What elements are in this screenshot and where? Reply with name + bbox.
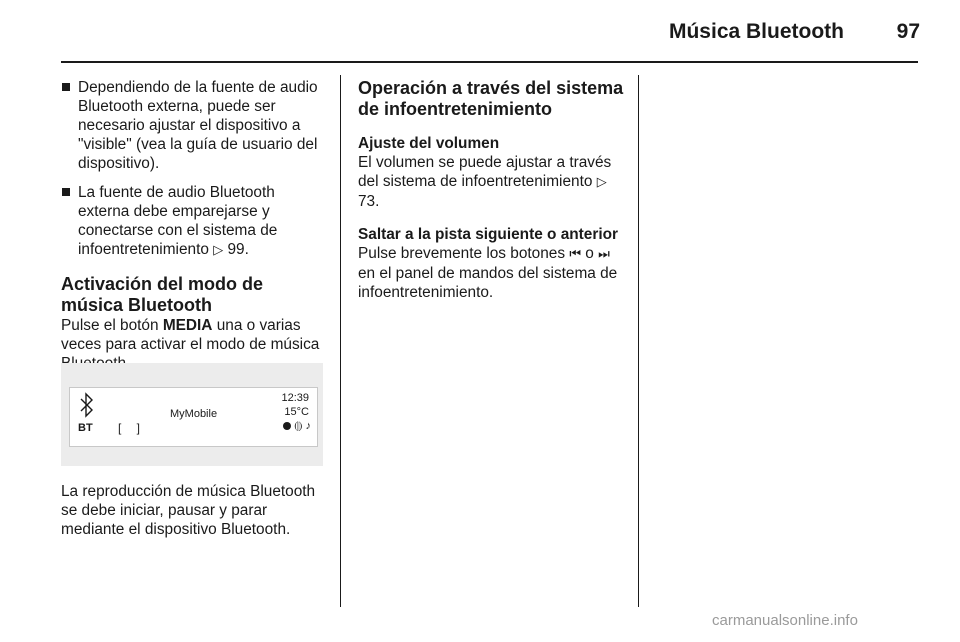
skip-subheading: Saltar a la pista siguiente o anterior (358, 226, 619, 243)
display-screen (69, 387, 318, 447)
volume-text: El volumen se puede ajustar a través del sistema de infoentretenimiento (358, 154, 612, 190)
ref-arrow-icon: ▷ (213, 243, 224, 258)
previous-track-icon: ⏮ (569, 247, 582, 262)
status-icons (283, 420, 311, 433)
column-divider-left (340, 75, 341, 607)
bullet-item (61, 78, 325, 173)
skip-paragraph (358, 244, 628, 302)
watermark: carmanualsonline.info (712, 612, 858, 629)
page-reference: 73. (358, 193, 380, 210)
volume-subheading: Ajuste del volumen (358, 135, 500, 152)
bullet-marker (62, 188, 70, 196)
ref-arrow-icon: ▷ (596, 175, 607, 190)
left-column (61, 78, 325, 373)
volume-paragraph (358, 153, 628, 211)
next-track-icon: ⏭ (598, 247, 610, 262)
right-column (358, 78, 628, 302)
source-label: BT (78, 422, 93, 434)
status-dot-icon (283, 422, 291, 430)
bullet-marker (62, 83, 70, 91)
bluetooth-icon (80, 392, 94, 418)
media-button-label: MEDIA (162, 317, 213, 334)
signal-bracket-icon: ⦇⦈ (294, 420, 303, 432)
page-reference: 99. (227, 241, 249, 258)
column-divider-right (638, 75, 639, 607)
activation-text: Pulse el botón (61, 317, 163, 334)
temperature: 15°C (284, 406, 309, 418)
music-note-icon: ♪ (305, 420, 311, 432)
track-brackets: [ ] (118, 421, 147, 435)
section-heading: Operación a través del sistema de infoentretenimiento (358, 78, 624, 119)
bullet-item (61, 183, 325, 260)
device-name: MyMobile (170, 408, 218, 420)
page-number: 97 (896, 20, 920, 43)
bullet-text: Dependiendo de la fuente de audio Bluetooth externa, puede ser necesario ajustar el dispositivo a "visible" (vea la guía de usuario del dispositivo). (78, 79, 318, 172)
activation-text-end: una o varias veces para activar el modo de música (61, 317, 320, 353)
section-heading: Activación del modo de música Bluetooth (61, 274, 264, 315)
closing-paragraph: La reproducción de música Bluetooth se debe iniciar, pausar y parar mediante el dispositivo Bluetooth. (61, 483, 316, 538)
infotainment-display-figure (61, 363, 323, 466)
skip-or: o (581, 245, 599, 262)
page-header-title: Música Bluetooth (668, 20, 844, 43)
header-rule (61, 61, 918, 63)
bullet-text: La fuente de audio Bluetooth externa debe emparejarse y conectarse con el sistema de infoentretenimiento (78, 184, 278, 258)
skip-text-end: en el panel de mandos del sistema de infoentretenimiento. (358, 265, 618, 301)
clock: 12:39 (281, 392, 309, 404)
skip-text: Pulse brevemente los botones (358, 245, 570, 262)
